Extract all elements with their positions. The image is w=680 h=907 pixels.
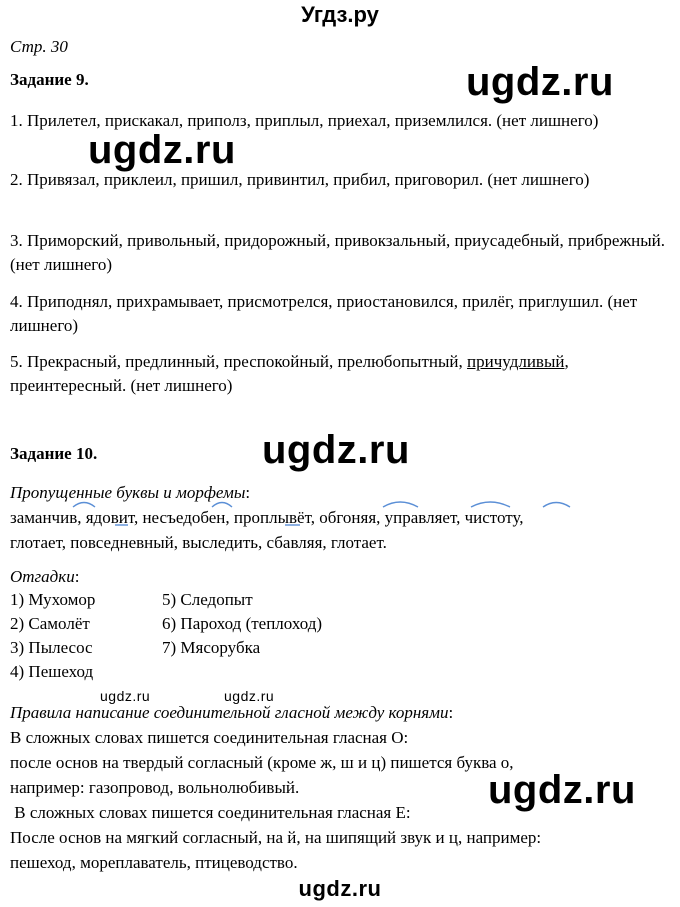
rules-line: После основ на мягкий согласный, на й, на шипящий звук и ц, например: xyxy=(10,828,542,847)
watermark: ugdz.ru xyxy=(488,768,636,812)
answer-item: 3) Пылесос xyxy=(10,638,93,657)
task9-line-4: 4. Приподнял, прихрамывает, присмотрелся, приостановился, прилёг, приглушил. (нет лишнего) xyxy=(10,292,638,335)
missing-letters-heading: Пропущенные буквы и морфемы: xyxy=(10,483,251,502)
task9-title: Задание 9. xyxy=(10,70,89,89)
task9-line-5-after: , преинтересный. (нет лишнего) xyxy=(10,352,569,395)
root-arc xyxy=(212,503,232,508)
watermark: ugdz.ru xyxy=(262,428,410,472)
watermark: ugdz.ru xyxy=(224,688,275,704)
rules-line: В сложных словах пишется соединительная гласная О: xyxy=(10,728,409,747)
watermark: ugdz.ru xyxy=(466,60,614,104)
morpheme-marks xyxy=(0,495,680,555)
answer-item: 1) Мухомор xyxy=(10,590,96,609)
suffix-arc xyxy=(73,503,95,508)
rules-heading: Правила написание соединительной гласной между корнями: xyxy=(10,703,454,722)
rules-line: В сложных словах пишется соединительная гласная Е: xyxy=(10,803,411,822)
watermark: ugdz.ru xyxy=(100,688,151,704)
page-reference: Стр. 30 xyxy=(10,37,68,56)
words-line-2: глотает, повседневный, выследить, сбавляя, глотает. xyxy=(10,533,387,552)
answers-heading: Отгадки: xyxy=(10,567,80,586)
task9-line-1: 1. Прилетел, прискакал, приполз, приплыл, приехал, приземлился. (нет лишнего) xyxy=(10,111,599,130)
words-line-1: заманчив, ядовит, несъедобен, проплывёт, обгоняя, управляет, чистоту, xyxy=(10,508,524,527)
task9-line-5 xyxy=(10,350,670,398)
answer-item: 6) Пароход (теплоход) xyxy=(162,614,323,633)
answer-item: 4) Пешеход xyxy=(10,662,94,681)
odd-word-underlined: причудливый xyxy=(467,352,565,371)
task9-line-3: 3. Приморский, привольный, придорожный, привокзальный, приусадебный, прибрежный. (нет лишнего) xyxy=(10,231,666,274)
task9-line-2: 2. Привязал, приклеил, пришил, привинтил, прибил, приговорил. (нет лишнего) xyxy=(10,170,590,189)
answer-item: 2) Самолёт xyxy=(10,614,90,633)
task9-line-5-before: 5. Прекрасный, предлинный, преспокойный, прелюбопытный, xyxy=(10,352,463,371)
rules-line: например: газопровод, вольнолюбивый. xyxy=(10,778,300,797)
root-arc xyxy=(543,503,570,508)
footer-watermark: ugdz.ru xyxy=(298,876,382,901)
answer-item: 7) Мясорубка xyxy=(162,638,261,657)
answer-item: 5) Следопыт xyxy=(162,590,253,609)
watermark: ugdz.ru xyxy=(88,128,236,172)
root-arc xyxy=(471,502,510,507)
root-arc xyxy=(383,502,418,507)
rules-line: пешеход, мореплаватель, птицеводство. xyxy=(10,853,298,872)
site-title: Угдз.ру xyxy=(301,2,379,27)
rules-line: после основ на твердый согласный (кроме ж, ш и ц) пишется буква о, xyxy=(10,753,514,772)
task10-title: Задание 10. xyxy=(10,444,98,463)
